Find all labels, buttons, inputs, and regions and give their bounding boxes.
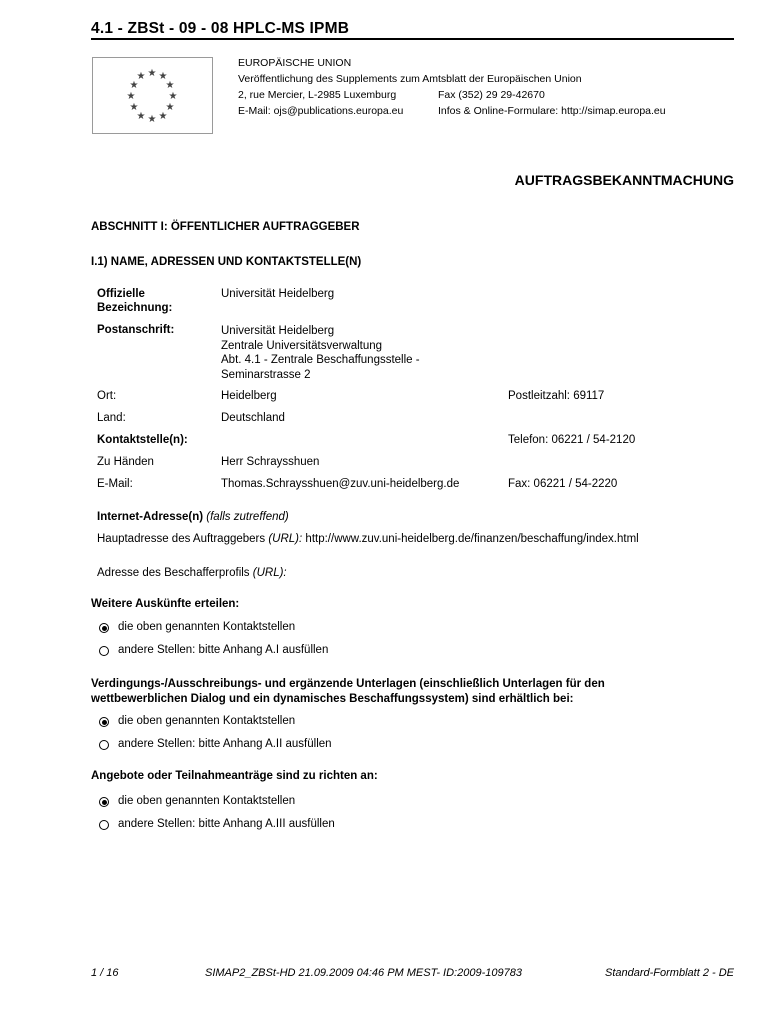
buyer-profile-label: Adresse des Beschafferprofils — [97, 567, 250, 579]
country-value: Deutschland — [221, 412, 285, 424]
notice-title: AUFTRAGSBEKANNTMACHUNG — [514, 172, 734, 188]
fax: Fax: 06221 / 54-2220 — [508, 478, 618, 490]
further-info-option1: die oben genannten Kontaktstellen — [118, 621, 296, 633]
buyer-profile-url-note: (URL): — [252, 567, 287, 579]
official-name-label-line1: Offizielle — [97, 288, 145, 300]
city-value: Heidelberg — [221, 390, 277, 402]
eu-flag-logo — [92, 57, 213, 134]
eu-address-row — [238, 87, 666, 103]
document-title: 4.1 - ZBSt - 09 - 08 HPLC-MS IPMB — [91, 20, 350, 37]
eu-publication-block — [238, 55, 666, 119]
postal-address-label: Postanschrift: — [97, 324, 175, 336]
email-label: E-Mail: — [97, 478, 133, 490]
further-info-option2: andere Stellen: bitte Anhang A.I ausfüllen — [118, 644, 329, 656]
subsection-heading: I.1) NAME, ADRESSEN UND KONTAKTSTELLE(N) — [91, 256, 362, 268]
official-name-label-line2: Bezeichnung: — [97, 302, 173, 314]
svg-text:★: ★ — [165, 102, 175, 113]
title-rule — [91, 38, 734, 40]
attention-label: Zu Händen — [97, 456, 154, 468]
svg-text:★: ★ — [129, 102, 139, 113]
tenders-radio-selected[interactable] — [99, 797, 109, 807]
postcode: Postleitzahl: 69117 — [508, 390, 605, 402]
eu-contact-row — [238, 103, 666, 119]
internet-label: Internet-Adresse(n) — [97, 511, 204, 523]
svg-text:★: ★ — [136, 111, 146, 122]
postal-line: Abt. 4.1 - Zentrale Beschaffungsstelle - — [221, 354, 420, 366]
postal-address-value — [221, 324, 420, 382]
email-value[interactable]: Thomas.Schraysshuen@zuv.uni-heidelberg.de — [221, 478, 460, 490]
page-number: 1 / 16 — [91, 967, 119, 979]
main-address-row — [97, 533, 639, 545]
svg-text:★: ★ — [168, 91, 178, 102]
postal-line: Seminarstrasse 2 — [221, 368, 311, 381]
svg-text:★: ★ — [158, 111, 168, 122]
documents-radio-selected[interactable] — [99, 717, 109, 727]
tenders-radio-other[interactable] — [99, 820, 109, 830]
internet-label-note: (falls zutreffend) — [206, 511, 289, 523]
eu-fax: Fax (352) 29 29-42670 — [438, 89, 545, 101]
eu-email: E-Mail: ojs@publications.europa.eu — [238, 105, 404, 117]
svg-text:★: ★ — [129, 80, 139, 91]
internet-heading — [97, 511, 289, 523]
section-heading: ABSCHNITT I: ÖFFENTLICHER AUFTRAGGEBER — [91, 221, 360, 233]
main-address-url-note: (URL): — [268, 533, 303, 545]
postal-line: Universität Heidelberg — [221, 325, 335, 337]
svg-text:★: ★ — [147, 114, 157, 125]
tenders-heading: Angebote oder Teilnahmeanträge sind zu richten an: — [91, 770, 378, 782]
phone: Telefon: 06221 / 54-2120 — [508, 434, 636, 446]
buyer-profile-row — [97, 567, 287, 579]
documents-radio-other[interactable] — [99, 740, 109, 750]
tenders-option2: andere Stellen: bitte Anhang A.III ausfüllen — [118, 818, 335, 830]
document-id: SIMAP2_ZBSt-HD 21.09.2009 04:46 PM MEST- ID:2009-109783 — [205, 967, 522, 979]
documents-option2: andere Stellen: bitte Anhang A.II ausfüllen — [118, 738, 332, 750]
documents-option1: die oben genannten Kontaktstellen — [118, 715, 296, 727]
eu-address: 2, rue Mercier, L-2985 Luxemburg — [238, 89, 397, 101]
svg-text:★: ★ — [136, 71, 146, 82]
country-label: Land: — [97, 412, 126, 424]
documents-heading-line1: Verdingungs-/Ausschreibungs- und ergänzende Unterlagen (einschließlich Unterlagen für den — [91, 678, 605, 690]
main-address-label: Hauptadresse des Auftraggebers — [97, 533, 266, 545]
further-info-heading: Weitere Auskünfte erteilen: — [91, 598, 240, 610]
official-name-label — [97, 288, 172, 314]
form-name: Standard-Formblatt 2 - DE — [605, 967, 734, 979]
further-info-radio-other[interactable] — [99, 646, 109, 656]
postal-line: Zentrale Universitätsverwaltung — [221, 339, 383, 352]
contact-point-label: Kontaktstelle(n): — [97, 434, 188, 446]
documents-heading — [91, 677, 605, 707]
main-address-url[interactable]: http://www.zuv.uni-heidelberg.de/finanzen/beschaffung/index.html — [305, 533, 639, 545]
svg-text:★: ★ — [126, 91, 136, 102]
eu-infos: Infos & Online-Formulare: http://simap.europa.eu — [438, 105, 666, 117]
official-name-value: Universität Heidelberg — [221, 288, 335, 300]
svg-text:★: ★ — [147, 68, 157, 79]
documents-heading-line2: wettbewerblichen Dialog und ein dynamisches Beschaffungssystem) sind erhältlich bei: — [91, 693, 574, 705]
tenders-option1: die oben genannten Kontaktstellen — [118, 795, 296, 807]
further-info-radio-selected[interactable] — [99, 623, 109, 633]
eu-stars-icon — [93, 58, 212, 133]
svg-text:★: ★ — [158, 71, 168, 82]
city-label: Ort: — [97, 390, 117, 402]
eu-union-label: EUROPÄISCHE UNION — [238, 57, 352, 69]
eu-supplement-label: Veröffentlichung des Supplements zum Amtsblatt der Europäischen Union — [238, 73, 582, 85]
svg-text:★: ★ — [165, 80, 175, 91]
attention-value: Herr Schraysshuen — [221, 456, 320, 468]
